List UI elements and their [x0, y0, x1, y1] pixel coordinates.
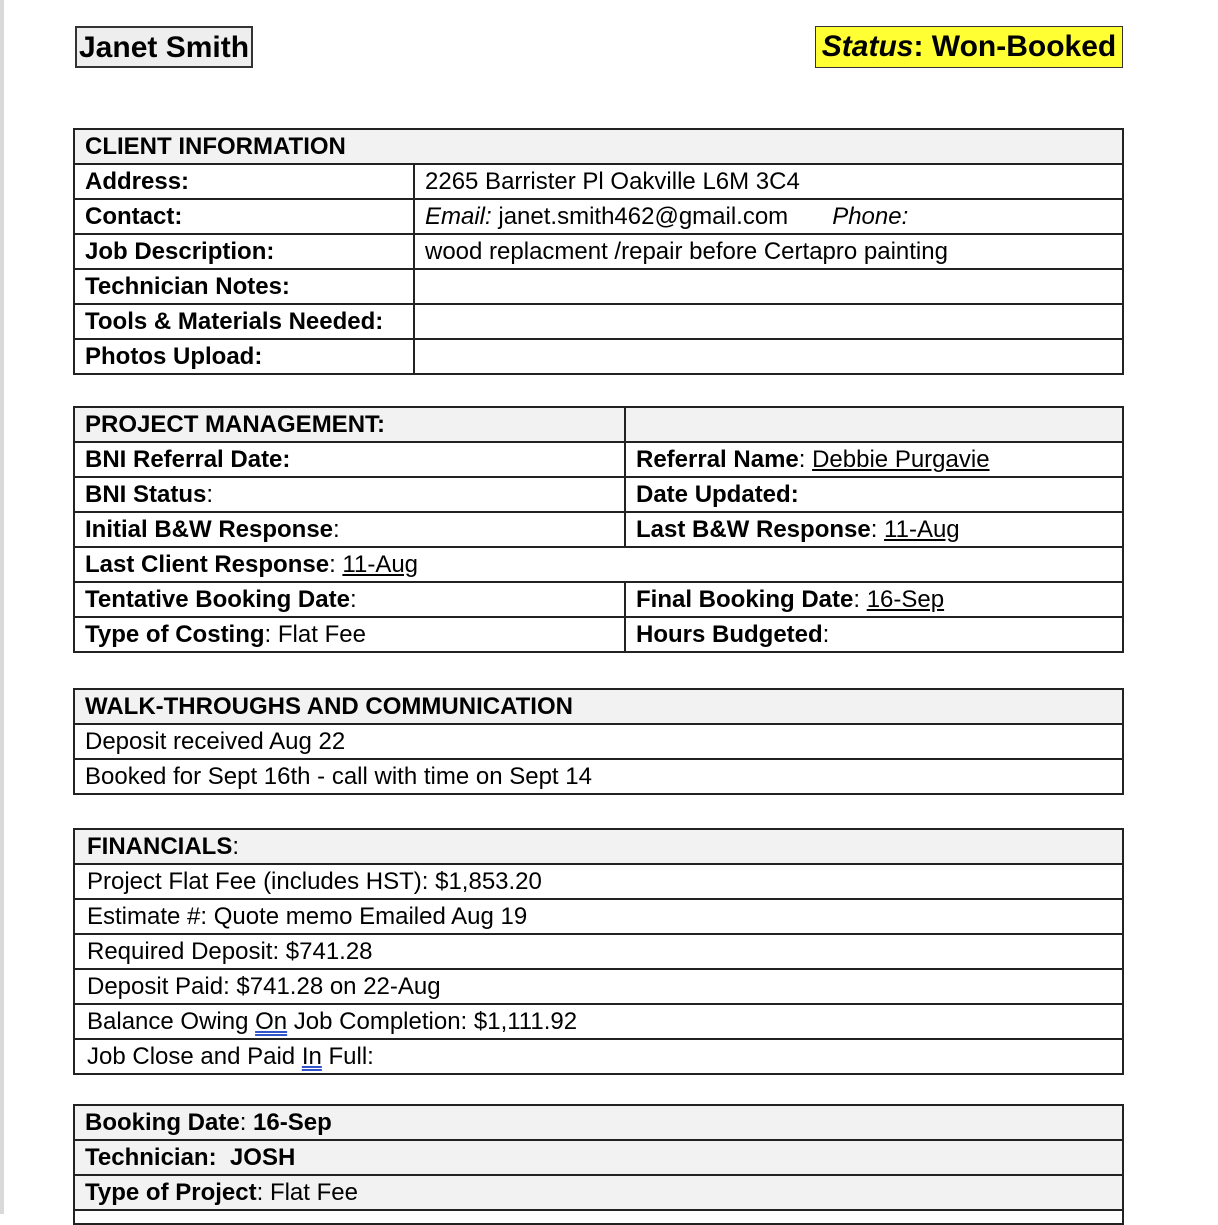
- page-left-edge: [0, 0, 4, 1214]
- project-type-cell: Type of Project: Flat Fee: [74, 1175, 1123, 1210]
- required-deposit-line: Required Deposit: $741.28: [74, 934, 1123, 969]
- balance-owing-on: On: [255, 1008, 288, 1035]
- photos-upload-value[interactable]: [414, 339, 1123, 374]
- table-row: [74, 512, 1123, 547]
- project-management-title-blank: [625, 407, 1123, 442]
- tools-materials-value[interactable]: [414, 304, 1123, 339]
- address-label: Address:: [74, 164, 414, 199]
- initial-bw-response-label: Initial B&W Response: [85, 516, 334, 543]
- financials-title-cell: FINANCIALS:: [74, 829, 1123, 864]
- last-client-response-label: Last Client Response: [85, 551, 330, 578]
- table-row: [74, 547, 1123, 582]
- referral-name-label: Referral Name: [636, 446, 799, 473]
- booking-date-value: 16-Sep: [253, 1109, 332, 1136]
- project-type-value: Flat Fee: [269, 1179, 358, 1206]
- job-close-full: Full:: [321, 1043, 374, 1070]
- job-close-text: Job Close and Paid: [87, 1043, 302, 1070]
- walkthroughs-table: [73, 688, 1124, 795]
- flat-fee-line: Project Flat Fee (includes HST): $1,853.20: [74, 864, 1123, 899]
- bni-status-cell: BNI Status:: [74, 477, 625, 512]
- last-client-response-cell: Last Client Response: 11-Aug: [74, 547, 1123, 582]
- job-description-label: Job Description:: [74, 234, 414, 269]
- table-row: [74, 304, 1123, 339]
- technician-notes-label: Technician Notes:: [74, 269, 414, 304]
- technician-cell: [74, 1140, 1123, 1175]
- balance-owing-line: [74, 1004, 1123, 1039]
- walkthrough-entry: Booked for Sept 16th - call with time on Sept 14: [74, 759, 1123, 794]
- table-row: [74, 269, 1123, 304]
- project-management-table: [73, 406, 1124, 653]
- status-value: : Won-Booked: [913, 30, 1117, 63]
- booking-table: [73, 1104, 1124, 1225]
- balance-owing-text: Balance Owing: [87, 1008, 256, 1035]
- bni-referral-date-label: BNI Referral Date:: [74, 442, 625, 477]
- table-row: [74, 969, 1123, 1004]
- hours-budgeted-label: Hours Budgeted: [636, 621, 823, 648]
- contact-label: Contact:: [74, 199, 414, 234]
- status-badge: [815, 26, 1123, 68]
- last-bw-response-cell: Last B&W Response: 11-Aug: [625, 512, 1123, 547]
- table-row: [74, 899, 1123, 934]
- table-row: [74, 477, 1123, 512]
- table-row: [74, 1039, 1123, 1074]
- tentative-booking-label: Tentative Booking Date: [85, 586, 350, 613]
- status-label: Status: [821, 30, 914, 63]
- booking-date-cell: Booking Date: 16-Sep: [74, 1105, 1123, 1140]
- table-row: [74, 759, 1123, 794]
- project-type-label: Type of Project: [85, 1179, 257, 1206]
- table-row: [74, 164, 1123, 199]
- table-row: [74, 934, 1123, 969]
- last-client-response-value: 11-Aug: [342, 551, 419, 578]
- last-bw-response-label: Last B&W Response: [636, 516, 871, 543]
- technician-notes-value[interactable]: [414, 269, 1123, 304]
- booking-next-row: [74, 1210, 1123, 1224]
- financials-table: [73, 828, 1124, 1075]
- estimate-line: Estimate #: Quote memo Emailed Aug 19: [74, 899, 1123, 934]
- tentative-booking-cell: Tentative Booking Date:: [74, 582, 625, 617]
- job-description-value: wood replacment /repair before Certapro painting: [414, 234, 1123, 269]
- walkthrough-entry: Deposit received Aug 22: [74, 724, 1123, 759]
- walkthroughs-title: WALK-THROUGHS AND COMMUNICATION: [74, 689, 1123, 724]
- project-management-title: PROJECT MANAGEMENT:: [74, 407, 625, 442]
- client-name-title: Janet Smith: [75, 26, 253, 68]
- job-close-line: [74, 1039, 1123, 1074]
- client-information-table: [73, 128, 1124, 375]
- costing-label: Type of Costing: [85, 621, 265, 648]
- final-booking-value: 16-Sep: [866, 586, 945, 613]
- final-booking-cell: Final Booking Date: 16-Sep: [625, 582, 1123, 617]
- table-row: [74, 199, 1123, 234]
- initial-bw-response-cell: Initial B&W Response:: [74, 512, 625, 547]
- table-row: [74, 582, 1123, 617]
- financials-title: FINANCIALS: [87, 833, 233, 860]
- email-value[interactable]: janet.smith462@gmail.com: [498, 203, 789, 230]
- address-value: 2265 Barrister Pl Oakville L6M 3C4: [414, 164, 1123, 199]
- email-label: Email:: [425, 203, 492, 230]
- tools-materials-label: Tools & Materials Needed:: [74, 304, 414, 339]
- table-row: [74, 234, 1123, 269]
- referral-name-value: Debbie Purgavie: [812, 446, 990, 473]
- table-row: [74, 339, 1123, 374]
- technician-label: Technician:: [85, 1144, 217, 1171]
- booking-date-label: Booking Date: [85, 1109, 240, 1136]
- job-close-in: In: [301, 1043, 322, 1070]
- bni-status-label: BNI Status: [85, 481, 207, 508]
- hours-budgeted-cell: Hours Budgeted:: [625, 617, 1123, 652]
- table-row: [74, 1004, 1123, 1039]
- balance-owing-amount: Job Completion: $1,111.92: [287, 1008, 578, 1035]
- final-booking-label: Final Booking Date: [636, 586, 854, 613]
- table-row: [74, 864, 1123, 899]
- phone-label: Phone:: [832, 203, 909, 230]
- table-row: [74, 724, 1123, 759]
- table-row: [74, 617, 1123, 652]
- date-updated-label: Date Updated:: [625, 477, 1123, 512]
- contact-value: [414, 199, 1123, 234]
- deposit-paid-line: Deposit Paid: $741.28 on 22-Aug: [74, 969, 1123, 1004]
- last-bw-response-value: 11-Aug: [884, 516, 960, 543]
- technician-value: JOSH: [229, 1144, 296, 1171]
- client-info-title: CLIENT INFORMATION: [74, 129, 1123, 164]
- referral-name-cell: Referral Name: Debbie Purgavie: [625, 442, 1123, 477]
- costing-value: Flat Fee: [277, 621, 366, 648]
- photos-upload-label: Photos Upload:: [74, 339, 414, 374]
- table-row: [74, 442, 1123, 477]
- costing-cell: Type of Costing: Flat Fee: [74, 617, 625, 652]
